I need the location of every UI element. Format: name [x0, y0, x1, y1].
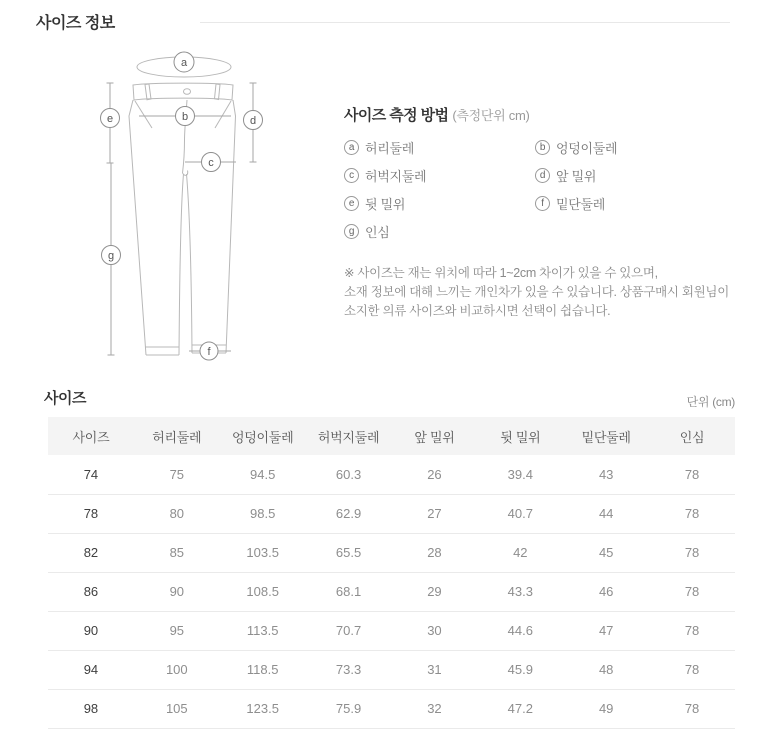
- size-table-title: 사이즈: [44, 390, 86, 407]
- title-divider: [200, 22, 730, 23]
- legend-label: 인심: [365, 225, 390, 240]
- label-d-badge: [244, 111, 263, 130]
- measurement-cell: 70.7: [306, 611, 392, 650]
- measurement-cell: 100: [134, 650, 220, 689]
- size-note: [344, 264, 744, 321]
- measurement-cell: 27: [392, 494, 478, 533]
- measurement-cell: 118.5: [220, 650, 306, 689]
- measurement-cell: 32: [392, 689, 478, 728]
- size-note-line: 소지한 의류 사이즈와 비교하시면 선택이 쉽습니다.: [344, 304, 611, 318]
- measurement-cell: 78: [649, 494, 735, 533]
- measurement-cell: 94.5: [220, 455, 306, 494]
- legend-item-a: [344, 138, 535, 157]
- measurement-cell: 48: [563, 650, 649, 689]
- size-table-head: [48, 417, 735, 455]
- size-table-row: [48, 533, 735, 572]
- measurement-cell: 78: [649, 650, 735, 689]
- measurement-cell: 105: [134, 689, 220, 728]
- size-note-line: ※ 사이즈는 재는 위치에 따라 1~2cm 차이가 있을 수 있으며,: [344, 266, 658, 280]
- label-c-badge: [202, 153, 221, 172]
- size-table-row: [48, 611, 735, 650]
- size-table-row: [48, 572, 735, 611]
- label-d: d: [249, 115, 257, 127]
- measurement-cell: 65.5: [306, 533, 392, 572]
- legend-label: 뒷 밀위: [365, 197, 406, 212]
- measurement-cell: 44.6: [477, 611, 563, 650]
- measure-method-unit: (측정단위 cm): [452, 108, 530, 123]
- legend-item-f: [535, 194, 744, 213]
- legend-label: 허리둘레: [365, 141, 415, 156]
- size-cell: 74: [48, 455, 134, 494]
- legend-item-g: [344, 222, 535, 241]
- legend-item-e: [344, 194, 535, 213]
- page-title: 사이즈 정보: [36, 15, 115, 32]
- size-cell: 78: [48, 494, 134, 533]
- size-table-header-cell: 사이즈: [48, 417, 134, 455]
- legend-key-badge: f: [535, 196, 550, 211]
- measurement-cell: 45: [563, 533, 649, 572]
- size-cell: 82: [48, 533, 134, 572]
- measurement-cell: 44: [563, 494, 649, 533]
- measurement-cell: 78: [649, 455, 735, 494]
- legend-item-c: [344, 166, 535, 185]
- measurement-cell: 30: [392, 611, 478, 650]
- size-cell: 98: [48, 689, 134, 728]
- measure-legend: [344, 138, 744, 241]
- pants-outline: [129, 57, 236, 355]
- measurement-cell: 98.5: [220, 494, 306, 533]
- measurement-cell: 108.5: [220, 572, 306, 611]
- label-a: a: [180, 57, 188, 69]
- measurement-cell: 40.7: [477, 494, 563, 533]
- label-e: e: [106, 113, 114, 125]
- label-b: b: [181, 111, 189, 123]
- legend-key-badge: g: [344, 224, 359, 239]
- label-g-badge: [102, 246, 121, 265]
- measurement-cell: 78: [649, 533, 735, 572]
- measurement-cell: 90: [134, 572, 220, 611]
- size-table-header-cell: 인심: [649, 417, 735, 455]
- size-table-unit: 단위 (cm): [686, 395, 735, 409]
- measure-method-heading: [344, 104, 744, 125]
- label-f-badge: [200, 342, 218, 360]
- size-cell: 94: [48, 650, 134, 689]
- measurement-cell: 45.9: [477, 650, 563, 689]
- size-table-row: [48, 455, 735, 494]
- size-table-header-row: [48, 417, 735, 455]
- size-cell: 90: [48, 611, 134, 650]
- size-table-row: [48, 494, 735, 533]
- legend-label: 밑단둘레: [556, 197, 606, 212]
- measurement-cell: 123.5: [220, 689, 306, 728]
- label-a-badge: [174, 52, 194, 72]
- measurement-cell: 80: [134, 494, 220, 533]
- measurement-cell: 49: [563, 689, 649, 728]
- measurement-cell: 95: [134, 611, 220, 650]
- measurement-cell: 28: [392, 533, 478, 572]
- legend-key-badge: d: [535, 168, 550, 183]
- measurement-cell: 75: [134, 455, 220, 494]
- size-table-body: [48, 455, 735, 728]
- label-g: g: [107, 250, 115, 262]
- size-cell: 86: [48, 572, 134, 611]
- size-table-header-cell: 허벅지둘레: [306, 417, 392, 455]
- legend-key-badge: a: [344, 140, 359, 155]
- size-table-row: [48, 650, 735, 689]
- legend-label: 앞 밀위: [556, 169, 597, 184]
- measurement-cell: 26: [392, 455, 478, 494]
- legend-item-d: [535, 166, 744, 185]
- measure-method-title: 사이즈 측정 방법: [344, 107, 449, 124]
- measurement-cell: 85: [134, 533, 220, 572]
- legend-label: 엉덩이둘레: [556, 141, 618, 156]
- measurement-cell: 43: [563, 455, 649, 494]
- measurement-cell: 42: [477, 533, 563, 572]
- measurement-cell: 43.3: [477, 572, 563, 611]
- size-table-header-cell: 허리둘레: [134, 417, 220, 455]
- legend-key-badge: e: [344, 196, 359, 211]
- size-table: [48, 417, 735, 729]
- measurement-cell: 29: [392, 572, 478, 611]
- measurement-cell: 46: [563, 572, 649, 611]
- legend-key-badge: c: [344, 168, 359, 183]
- size-note-line: 소재 정보에 대해 느끼는 개인차가 있을 수 있습니다. 상품구매시 회원님이: [344, 285, 729, 299]
- size-table-header-cell: 엉덩이둘레: [220, 417, 306, 455]
- measurement-cell: 68.1: [306, 572, 392, 611]
- measure-method-section: [344, 104, 744, 321]
- measurement-cell: 60.3: [306, 455, 392, 494]
- label-b-badge: [176, 107, 195, 126]
- measurement-cell: 47: [563, 611, 649, 650]
- measurement-cell: 113.5: [220, 611, 306, 650]
- measurement-cell: 31: [392, 650, 478, 689]
- label-e-badge: [101, 109, 120, 128]
- measurement-cell: 62.9: [306, 494, 392, 533]
- measurement-cell: 78: [649, 572, 735, 611]
- measurement-cell: 75.9: [306, 689, 392, 728]
- measurement-cell: 73.3: [306, 650, 392, 689]
- legend-key-badge: b: [535, 140, 550, 155]
- size-table-header-cell: 앞 밀위: [392, 417, 478, 455]
- measurement-cell: 47.2: [477, 689, 563, 728]
- pants-diagram: [75, 45, 295, 375]
- measurement-cell: 39.4: [477, 455, 563, 494]
- legend-item-b: [535, 138, 744, 157]
- measurement-cell: 78: [649, 689, 735, 728]
- measurement-cell: 78: [649, 611, 735, 650]
- size-table-header-cell: 뒷 밀위: [477, 417, 563, 455]
- label-f: f: [207, 346, 211, 358]
- legend-label: 허벅지둘레: [365, 169, 427, 184]
- label-c: c: [208, 157, 214, 169]
- size-table-row: [48, 689, 735, 728]
- measurement-cell: 103.5: [220, 533, 306, 572]
- size-table-header-cell: 밑단둘레: [563, 417, 649, 455]
